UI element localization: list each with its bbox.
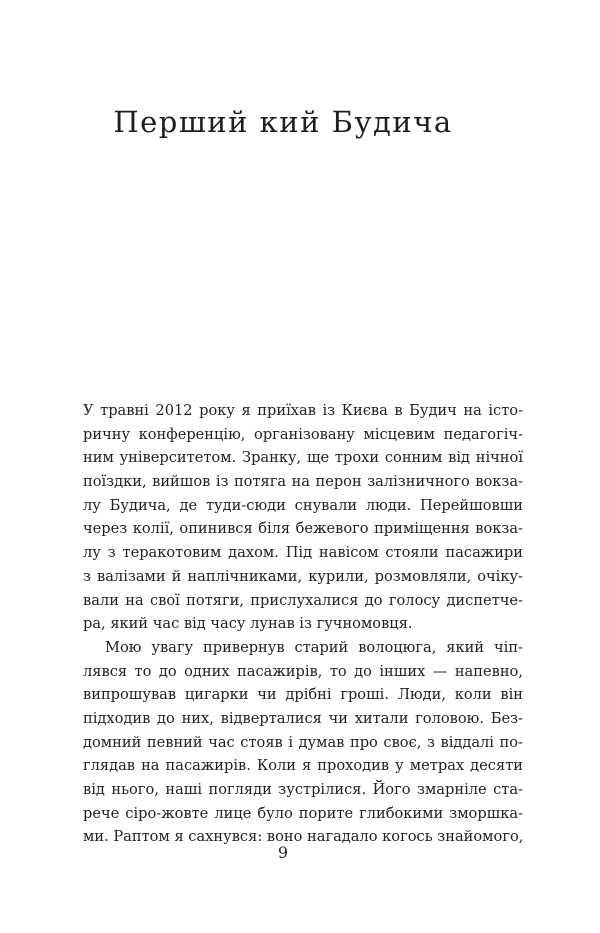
text-line: випрошував цигарки чи дрібні гроші. Люди, коли він bbox=[83, 686, 523, 704]
text-line: від нього, наші погляди зустрілися. Його змарніле ста- bbox=[83, 781, 523, 798]
text-line: ра, який час від часу лунав із гучномовця. bbox=[83, 615, 413, 633]
paragraph bbox=[83, 636, 523, 849]
text-line: поїздки, вийшов із потяга на перон залізничного вокза- bbox=[83, 473, 523, 491]
page-number: 9 bbox=[277, 843, 289, 862]
text-line: Мою увагу привернув старий волоцюга, який чіп- bbox=[105, 638, 523, 656]
text-line: лу з теракотовим дахом. Під навісом стояли пасажири bbox=[83, 544, 523, 562]
text-line: ним університетом. Зранку, ще трохи сонним від нічної bbox=[83, 449, 523, 467]
text-line: домний певний час стояв і думав про своє, з віддалі по- bbox=[83, 733, 523, 751]
text-line: лу Будича, де туди-сюди снували люди. Перейшовши bbox=[83, 496, 523, 514]
text-line: з валізами й наплічниками, курили, розмовляли, очіку- bbox=[83, 567, 523, 585]
text-line: глядав на пасажирів. Коли я проходив у метрах десяти bbox=[83, 757, 523, 775]
text-line: вали на свої потяги, прислухалися до голосу диспетче- bbox=[83, 591, 523, 609]
body-text bbox=[83, 399, 523, 849]
text-line: лявся то до одних пасажирів, то до інших — напевно, bbox=[83, 662, 523, 680]
text-line: ми. Раптом я сахнувся: воно нагадало когось знайомого, bbox=[83, 828, 524, 846]
paragraph bbox=[83, 399, 523, 636]
text-line: рече сіро-жовте лице було порите глибокими зморшка- bbox=[83, 804, 523, 822]
text-line: через колії, опинився біля бежевого приміщення вокза- bbox=[83, 520, 523, 538]
text-line: У травні 2012 року я приїхав із Києва в Будич на істо- bbox=[83, 402, 523, 419]
chapter-title: Перший кий Будича bbox=[113, 105, 453, 140]
text-line: ричну конференцію, організовану місцевим педагогіч- bbox=[83, 425, 523, 443]
text-line: підходив до них, відверталися чи хитали головою. Без- bbox=[83, 709, 523, 727]
